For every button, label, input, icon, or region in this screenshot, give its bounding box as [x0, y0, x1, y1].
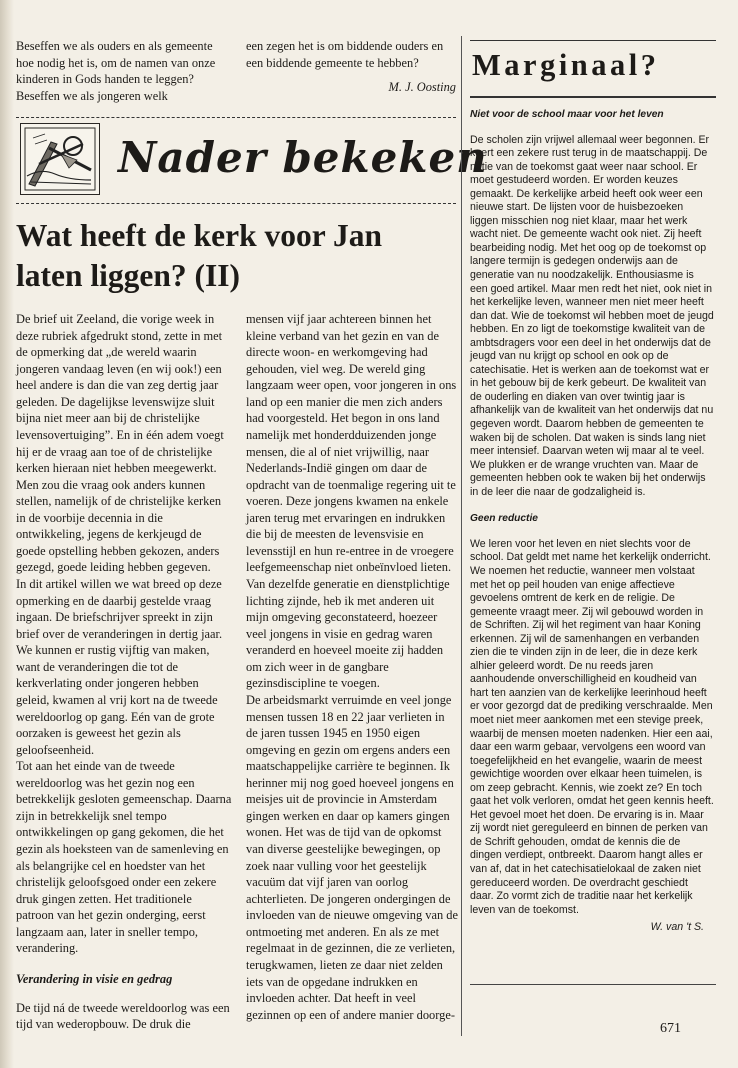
article-paragraph: De tijd ná de tweede wereldoorlog was een tijd van wederopbouw. De druk die — [16, 1000, 230, 1032]
marginaal-column — [470, 108, 714, 935]
article-subheading: Verandering in visie en gedrag — [16, 971, 173, 986]
article-paragraph: Tot aan het einde van de tweede wereldoorlog was het gezin nog een betrekkelijk gesloten gemeenschap. Daarna zijn in betrekkelijk snel tempo ontwikkelingen op gang gekomen, die het gezin als hoeksteen van de samenleving en als belangrijke cel en hoedster van het christelijk geloofsgoed onder een zekere druk gingen zetten. Het traditionele patroon van het gezin onderging, eerst langzaam aan, later in sneller tempo, verandering. — [16, 759, 232, 956]
nader-bekeken-logo — [20, 123, 100, 195]
marginaal-subheading: Niet voor de school maar voor het leven — [470, 109, 664, 120]
page-spine-shadow — [0, 0, 14, 1068]
article-paragraph: mensen vijf jaar achtereen binnen het kleine verband van het gezin en van de directe woon- en werkomgeving had gehouden, viel weg. De wereld ging langzaam weer open, voor jongeren in ons land op een manier die men zich anders had voorgesteld. Het begon in ons land namelijk met honderdduizenden jonge mensen, die al of niet vrijwillig, naar Nederlands-Indië gingen om daar de opdracht van de toenmalige regering uit te voeren. Deze jongens kwamen na enkele jaren terug met ervaringen en indrukken die bij de meesten de levensvisie en levensstijl en hun re-entree in de vroegere leefgemeenschap niet onbeïnvloed lieten. Van dezelfde generatie en dienstplichtige lichting zijnde, heb ik met anderen uit mijn omgeving geconstateerd, hoezeer veel jongens in visie en gedrag waren veranderd en hoeveel moeite zij hadden om zich weer in de gangbare gezinsdiscipline te voegen. — [246, 312, 457, 691]
continuation-left — [16, 38, 232, 104]
article-paragraph: De brief uit Zeeland, die vorige week in deze rubriek afgedrukt stond, zette in met de opmerking dat „de wereld waarin jongeren vandaag leven (en wij ook!) een heel andere is dan die van zeg dertig jaar geleden. De dagelijkse levenswijze sluit bijna niet meer aan bij de christelijke levensovertuiging”. En in één adem voegt hij er de vraag aan toe of de christelijke kerken hieraan niet hebben meegewerkt. Men zou die vraag ook anders kunnen stellen, namelijk of de christelijke kerken in de voorbije decennia in die ontwikkeling, jegens de kerkjeugd de goede opstelling hebben gekozen, anders gezegd, goede leiding hebben gegeven. — [16, 312, 224, 575]
page-number: 671 — [660, 1021, 681, 1036]
marginaal-end-rule — [470, 984, 716, 985]
article-column-2 — [246, 311, 458, 1023]
continuation-right — [246, 38, 456, 96]
banner-bottom-rule — [16, 203, 456, 204]
banner-top-rule — [16, 117, 456, 118]
signature-oosting: M. J. Oosting — [388, 80, 456, 95]
continuation-left-text: Beseffen we als ouders en als gemeente hoe nodig het is, om de namen van onze kinderen in Gods handen te leggen? Beseffen we als jongeren welk — [16, 39, 216, 103]
magnifier-easel-icon — [21, 124, 99, 194]
continuation-right-text: een zegen het is om biddende ouders en een biddende gemeente te hebben? — [246, 39, 444, 70]
marginaal-paragraph: We leren voor het leven en niet slechts voor de school. Dat geldt met name het kerkelijk onderricht. We noemen het reductie, wanneer men volstaat met het op peil houden van enige affectieve gevoelens omtrent de kerk en de religie. De gemeente vraagt meer. Zij wil gebouwd worden in de Schriften. Zij wil het regiment van haar Koning erkennen. Zij wil de samenhangen en verbanden zien die te vinden zijn in de leer, die in deze kerk alhier geleerd wordt. De nu reeds jaren aanhoudende onverschilligheid en koudheid van hart ten aanzien van de kerkelijke leerinhoud heeft er voor gezorgd dat de prediking verschraalde. Men moet niet meer aankomen met een stevige preek, waarbij de mensen moeten nadenken. Hier een aai, daar een warm gebaar, vervolgens een woord van toegefelijkheid en het evangelie, waarin de meest gewichtige woorden over elkaar heen tuimelen, is om zeep gebracht. Kennis, wie zoekt ze? En toch gaat het volk verloren, omdat het geen kennis heeft. Het gevoel moet het doen. De ervaring is in. Maar zij wordt niet gereguleerd en binnen de perken van de Schrift gehouden, omdat de kennis die de dingen verdiept, ontbreekt. Daarom hangt alles er van af, dat in het catechisatielokaal de zaken niet gereduceerd worden. De overdracht geschiedt daar. Zo vormt zich de traditie naar het kerkelijk leven van de toekomst. — [470, 537, 714, 916]
article-headline: Wat heeft de kerk voor Jan laten liggen? (II) — [16, 218, 383, 293]
marginaal-title: Marginaal? — [472, 48, 660, 82]
marginaal-subheading: Geen reductie — [470, 513, 538, 525]
article-column-1 — [16, 311, 232, 1033]
marginaal-top-rule — [470, 40, 716, 41]
signature-van-t-s: W. van 't S. — [650, 921, 704, 934]
article-paragraph: De arbeidsmarkt verruimde en veel jonge mensen tussen 18 en 22 jaar verlieten in de jaren tussen 1945 en 1950 eigen omgeving en gezin om ergens anders een maatschappelijke carrière te beginnen. Ik herinner mij nog goed hoeveel jongens en meisjes uit de provincie in Amsterdam gingen werken en daar op kamers gingen wonen. Het was de tijd van de opkomst van diverse geestelijke bewegingen, op zoek naar vulling voor het geestelijk vacuüm dat vijf jaren van oorlog achterlieten. De jongeren ondergingen de invloeden van de nieuwe omgeving van de ontmoeting met anderen. En als ze met regelmaat in de gezinnen, die ze verlieten, terugkwamen, lieten ze daar niet zelden iets van de opgedane indrukken en invloeden achter. Dat heeft in veel gezinnen op een of andere manier doorge- — [246, 692, 458, 1022]
column-divider — [461, 36, 462, 1036]
marginaal-paragraph: De scholen zijn vrijwel allemaal weer begonnen. Er keert een zekere rust terug in de maatschappij. De natie van de toekomst gaat weer naar school. Er moet gestudeerd worden. Er worden keuzes gemaakt. De kerkelijke arbeid heeft ook weer een nieuwe start. De lijsten voor de huisbezoeken liggen misschien nog niet klaar, maar het werk wacht niet. De gemeente wacht ook niet. Zij heeft bearbeiding nodig. Met het oog op de toekomst op langere termijn is gedegen onderwijs aan de generatie van nu noodzakelijk. Enthousiasme is een goed artikel. Maar men redt het niet, ook niet in het kerkelijke leven, wanneer men niet meer heeft dan dat. Wie de toekomst wil hebben moet de jeugd hebben. En zo ligt de toekomstige kwaliteit van de ambtsdragers voor een deel in het onderwijs dat de jeugd van nu krijgt op school en ook op de catechisatie. Het is werken aan de toekomst wat er in het gebouw bij de kerk gebeurt. De kwaliteit van de ouderling en diaken van over twintig jaar is afhankelijk van de kwaliteit van het onderwijs dat nu gegeven wordt. Daarom hebben de gemeenten te waken bij de scholen. Dat waken is sinds lang niet meer intensief. Daarvan weten wij maar al te veel. We plukken er de wrange vruchten van. Maar de gemeenten hebben ook te waken bij het onderwijs in de leer die naar de godzaligheid is. — [470, 133, 714, 498]
article-paragraph: In dit artikel willen we wat breed op deze opmerking en de daarbij gestelde vraag ingaan. De briefschrijver spreekt in zijn brief over de veranderingen in dertig jaar. We kunnen er rustig vijftig van maken, want de veranderingen die tot de kerkverlating onder jongeren hebben geleid, kwamen al vrij kort na de tweede wereldoorlog op gang. Eén van de grote oorzaken is geweest het gezin als geloofseenheid. — [16, 577, 223, 757]
marginaal-title-rule — [470, 96, 716, 98]
banner-title: Nader bekeken — [118, 133, 488, 182]
